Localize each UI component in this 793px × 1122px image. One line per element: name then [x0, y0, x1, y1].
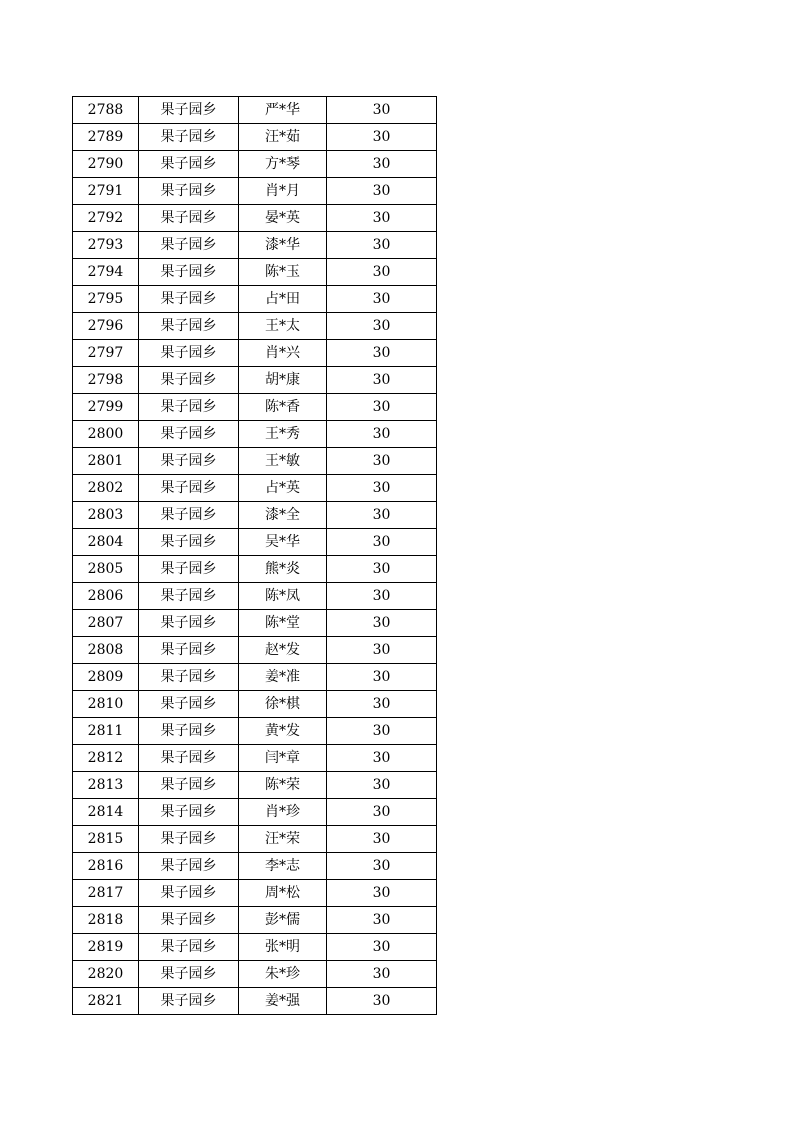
- person-name-cell: 朱*珍: [239, 961, 327, 988]
- person-name-cell: 胡*康: [239, 367, 327, 394]
- township-cell: 果子园乡: [139, 178, 239, 205]
- amount-cell: 30: [327, 664, 437, 691]
- amount-cell: 30: [327, 880, 437, 907]
- person-name-cell: 陈*凤: [239, 583, 327, 610]
- person-name-cell: 李*志: [239, 853, 327, 880]
- person-name-cell: 肖*兴: [239, 340, 327, 367]
- amount-cell: 30: [327, 961, 437, 988]
- township-cell: 果子园乡: [139, 259, 239, 286]
- amount-cell: 30: [327, 718, 437, 745]
- person-name-cell: 占*英: [239, 475, 327, 502]
- township-cell: 果子园乡: [139, 610, 239, 637]
- row-number-cell: 2802: [73, 475, 139, 502]
- township-cell: 果子园乡: [139, 664, 239, 691]
- township-cell: 果子园乡: [139, 529, 239, 556]
- row-number-cell: 2820: [73, 961, 139, 988]
- table-row: [73, 232, 437, 259]
- township-cell: 果子园乡: [139, 286, 239, 313]
- row-number-cell: 2808: [73, 637, 139, 664]
- row-number-cell: 2798: [73, 367, 139, 394]
- township-cell: 果子园乡: [139, 97, 239, 124]
- table-row: [73, 205, 437, 232]
- table-row: [73, 799, 437, 826]
- person-name-cell: 吴*华: [239, 529, 327, 556]
- row-number-cell: 2821: [73, 988, 139, 1015]
- amount-cell: 30: [327, 124, 437, 151]
- table-row: [73, 475, 437, 502]
- person-name-cell: 陈*玉: [239, 259, 327, 286]
- township-cell: 果子园乡: [139, 502, 239, 529]
- table-row: [73, 556, 437, 583]
- person-name-cell: 肖*珍: [239, 799, 327, 826]
- amount-cell: 30: [327, 502, 437, 529]
- amount-cell: 30: [327, 178, 437, 205]
- amount-cell: 30: [327, 367, 437, 394]
- person-name-cell: 姜*准: [239, 664, 327, 691]
- amount-cell: 30: [327, 205, 437, 232]
- township-cell: 果子园乡: [139, 583, 239, 610]
- township-cell: 果子园乡: [139, 421, 239, 448]
- amount-cell: 30: [327, 394, 437, 421]
- township-cell: 果子园乡: [139, 826, 239, 853]
- amount-cell: 30: [327, 826, 437, 853]
- person-name-cell: 汪*茹: [239, 124, 327, 151]
- amount-cell: 30: [327, 772, 437, 799]
- amount-cell: 30: [327, 475, 437, 502]
- table-row: [73, 880, 437, 907]
- table-row: [73, 421, 437, 448]
- table-row: [73, 826, 437, 853]
- township-cell: 果子园乡: [139, 772, 239, 799]
- township-cell: 果子园乡: [139, 340, 239, 367]
- township-cell: 果子园乡: [139, 151, 239, 178]
- person-name-cell: 漆*全: [239, 502, 327, 529]
- township-cell: 果子园乡: [139, 394, 239, 421]
- table-row: [73, 97, 437, 124]
- amount-cell: 30: [327, 529, 437, 556]
- amount-cell: 30: [327, 151, 437, 178]
- table-row: [73, 718, 437, 745]
- row-number-cell: 2818: [73, 907, 139, 934]
- township-cell: 果子园乡: [139, 367, 239, 394]
- amount-cell: 30: [327, 691, 437, 718]
- amount-cell: 30: [327, 97, 437, 124]
- township-cell: 果子园乡: [139, 934, 239, 961]
- table-row: [73, 637, 437, 664]
- table-row: [73, 934, 437, 961]
- person-name-cell: 姜*强: [239, 988, 327, 1015]
- table-row: [73, 313, 437, 340]
- table-row: [73, 259, 437, 286]
- township-cell: 果子园乡: [139, 637, 239, 664]
- township-cell: 果子园乡: [139, 718, 239, 745]
- row-number-cell: 2799: [73, 394, 139, 421]
- row-number-cell: 2803: [73, 502, 139, 529]
- amount-cell: 30: [327, 232, 437, 259]
- township-cell: 果子园乡: [139, 988, 239, 1015]
- row-number-cell: 2793: [73, 232, 139, 259]
- person-name-cell: 王*敏: [239, 448, 327, 475]
- amount-cell: 30: [327, 583, 437, 610]
- row-number-cell: 2809: [73, 664, 139, 691]
- township-cell: 果子园乡: [139, 880, 239, 907]
- person-name-cell: 陈*香: [239, 394, 327, 421]
- table-row: [73, 988, 437, 1015]
- row-number-cell: 2816: [73, 853, 139, 880]
- table-row: [73, 961, 437, 988]
- row-number-cell: 2791: [73, 178, 139, 205]
- table-row: [73, 691, 437, 718]
- table-row: [73, 394, 437, 421]
- person-name-cell: 周*松: [239, 880, 327, 907]
- row-number-cell: 2805: [73, 556, 139, 583]
- person-name-cell: 严*华: [239, 97, 327, 124]
- table-row: [73, 124, 437, 151]
- table-row: [73, 853, 437, 880]
- roster-table: [72, 96, 437, 1015]
- person-name-cell: 陈*荣: [239, 772, 327, 799]
- row-number-cell: 2801: [73, 448, 139, 475]
- person-name-cell: 漆*华: [239, 232, 327, 259]
- person-name-cell: 张*明: [239, 934, 327, 961]
- person-name-cell: 陈*堂: [239, 610, 327, 637]
- person-name-cell: 赵*发: [239, 637, 327, 664]
- row-number-cell: 2796: [73, 313, 139, 340]
- township-cell: 果子园乡: [139, 448, 239, 475]
- township-cell: 果子园乡: [139, 961, 239, 988]
- township-cell: 果子园乡: [139, 475, 239, 502]
- person-name-cell: 占*田: [239, 286, 327, 313]
- row-number-cell: 2810: [73, 691, 139, 718]
- table-row: [73, 664, 437, 691]
- person-name-cell: 黄*发: [239, 718, 327, 745]
- row-number-cell: 2804: [73, 529, 139, 556]
- person-name-cell: 徐*棋: [239, 691, 327, 718]
- roster-table-body: [73, 97, 437, 1015]
- amount-cell: 30: [327, 745, 437, 772]
- person-name-cell: 方*琴: [239, 151, 327, 178]
- row-number-cell: 2819: [73, 934, 139, 961]
- row-number-cell: 2795: [73, 286, 139, 313]
- table-row: [73, 772, 437, 799]
- table-row: [73, 367, 437, 394]
- amount-cell: 30: [327, 934, 437, 961]
- township-cell: 果子园乡: [139, 124, 239, 151]
- row-number-cell: 2817: [73, 880, 139, 907]
- table-row: [73, 151, 437, 178]
- person-name-cell: 熊*炎: [239, 556, 327, 583]
- table-row: [73, 286, 437, 313]
- amount-cell: 30: [327, 907, 437, 934]
- amount-cell: 30: [327, 421, 437, 448]
- row-number-cell: 2797: [73, 340, 139, 367]
- table-row: [73, 502, 437, 529]
- amount-cell: 30: [327, 259, 437, 286]
- person-name-cell: 汪*荣: [239, 826, 327, 853]
- township-cell: 果子园乡: [139, 205, 239, 232]
- amount-cell: 30: [327, 556, 437, 583]
- amount-cell: 30: [327, 340, 437, 367]
- table-row: [73, 745, 437, 772]
- table-row: [73, 178, 437, 205]
- amount-cell: 30: [327, 853, 437, 880]
- township-cell: 果子园乡: [139, 907, 239, 934]
- person-name-cell: 肖*月: [239, 178, 327, 205]
- amount-cell: 30: [327, 286, 437, 313]
- amount-cell: 30: [327, 799, 437, 826]
- row-number-cell: 2800: [73, 421, 139, 448]
- amount-cell: 30: [327, 988, 437, 1015]
- person-name-cell: 王*太: [239, 313, 327, 340]
- row-number-cell: 2790: [73, 151, 139, 178]
- table-row: [73, 907, 437, 934]
- row-number-cell: 2812: [73, 745, 139, 772]
- person-name-cell: 晏*英: [239, 205, 327, 232]
- amount-cell: 30: [327, 448, 437, 475]
- row-number-cell: 2807: [73, 610, 139, 637]
- row-number-cell: 2788: [73, 97, 139, 124]
- row-number-cell: 2794: [73, 259, 139, 286]
- person-name-cell: 彭*儒: [239, 907, 327, 934]
- table-row: [73, 529, 437, 556]
- person-name-cell: 王*秀: [239, 421, 327, 448]
- row-number-cell: 2815: [73, 826, 139, 853]
- table-row: [73, 340, 437, 367]
- township-cell: 果子园乡: [139, 232, 239, 259]
- row-number-cell: 2813: [73, 772, 139, 799]
- row-number-cell: 2811: [73, 718, 139, 745]
- row-number-cell: 2806: [73, 583, 139, 610]
- township-cell: 果子园乡: [139, 313, 239, 340]
- township-cell: 果子园乡: [139, 556, 239, 583]
- table-row: [73, 583, 437, 610]
- township-cell: 果子园乡: [139, 691, 239, 718]
- person-name-cell: 闫*章: [239, 745, 327, 772]
- amount-cell: 30: [327, 313, 437, 340]
- township-cell: 果子园乡: [139, 745, 239, 772]
- township-cell: 果子园乡: [139, 799, 239, 826]
- township-cell: 果子园乡: [139, 853, 239, 880]
- row-number-cell: 2789: [73, 124, 139, 151]
- amount-cell: 30: [327, 637, 437, 664]
- amount-cell: 30: [327, 610, 437, 637]
- table-row: [73, 448, 437, 475]
- row-number-cell: 2814: [73, 799, 139, 826]
- row-number-cell: 2792: [73, 205, 139, 232]
- table-row: [73, 610, 437, 637]
